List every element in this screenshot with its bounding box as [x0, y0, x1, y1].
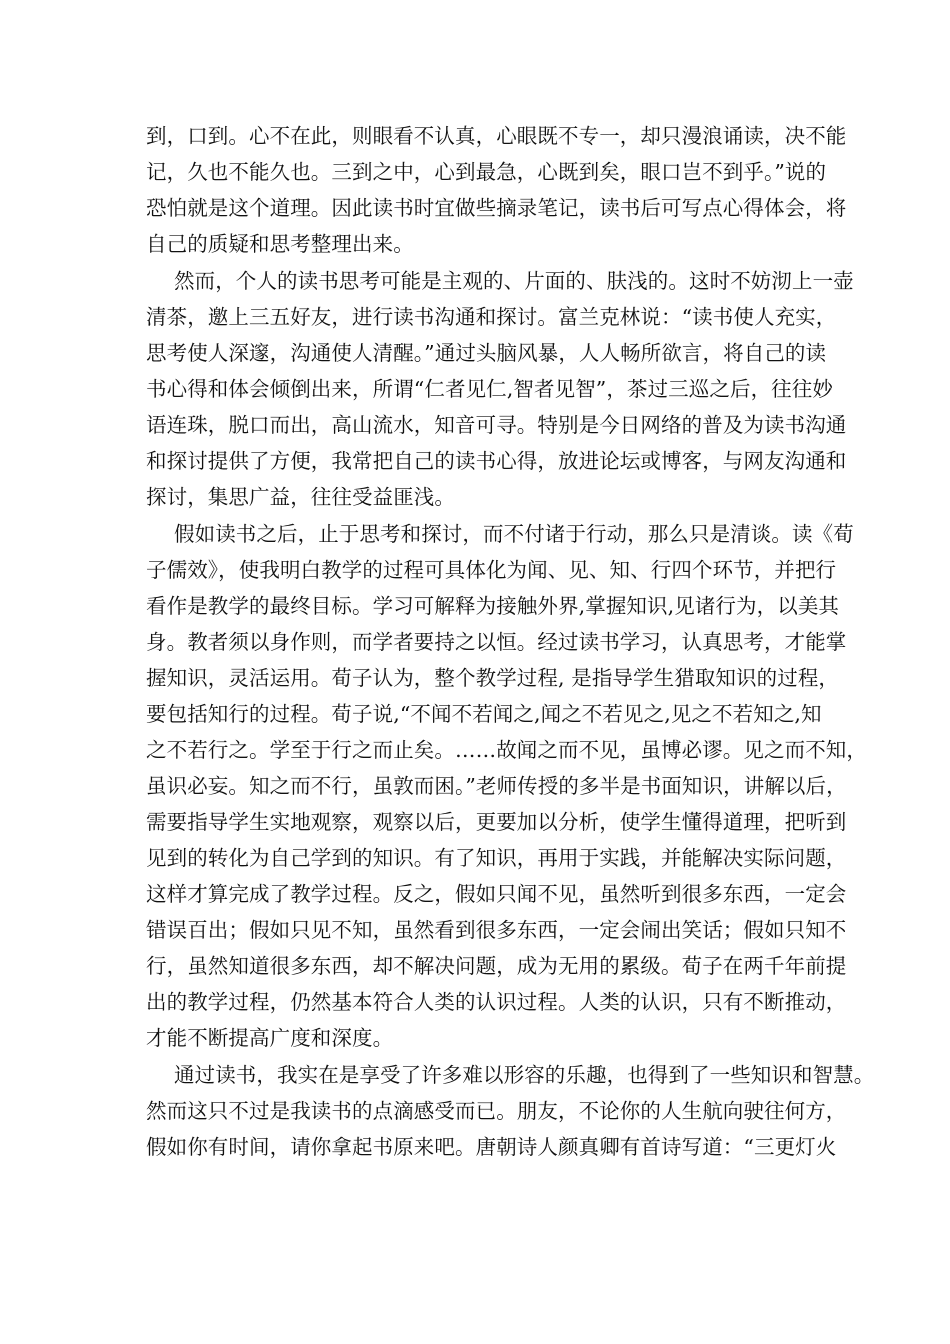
text-line: 之不若行之。学至于行之而止矣。……故闻之而不见，虽博必谬。见之而不知， — [146, 738, 867, 762]
text-line: 出的教学过程，仍然基本符合人类的认识过程。人类的认识，只有不断推动， — [146, 990, 847, 1014]
text-line: 子儒效》，使我明白教学的过程可具体化为闻、见、知、行四个环节，并把行 — [146, 558, 837, 582]
text-line: 通过读书，我实在是享受了许多难以形容的乐趣，也得到了一些知识和智慧。 — [174, 1063, 875, 1087]
text-line: 书心得和体会倾倒出来，所谓“仁者见仁,智者见智”，茶过三巡之后，往往妙 — [146, 377, 833, 401]
text-line: 行，虽然知道很多东西，却不解决问题，成为无用的累级。荀子在两千年前提 — [146, 954, 847, 978]
text-line: 探讨，集思广益，往往受益匪浅。 — [146, 485, 455, 509]
text-line: 清茶，邀上三五好友，进行读书沟通和探讨。富兰克林说：“读书使人充实， — [146, 305, 837, 329]
text-line: 假如你有时间，请你拿起书原来吧。唐朝诗人颜真卿有首诗写道：“三更灯火 — [146, 1135, 837, 1159]
text-line: 思考使人深邃，沟通使人清醒。”通过头脑风暴，人人畅所欲言，将自己的读 — [146, 341, 827, 365]
text-line: 才能不断提高广度和深度。 — [146, 1026, 394, 1050]
text-line: 见到的转化为自己学到的知识。有了知识，再用于实践，并能解决实际问题， — [146, 846, 847, 870]
text-line: 需要指导学生实地观察，观察以后，更要加以分析，使学生懂得道理，把听到 — [146, 810, 847, 834]
text-line: 假如读书之后，止于思考和探讨，而不付诸于行动，那么只是清谈。读《荀 — [174, 522, 854, 546]
text-line: 要包括知行的过程。荀子说,“不闻不若闻之,闻之不若见之,见之不若知之,知 — [146, 702, 822, 726]
text-line: 自己的质疑和思考整理出来。 — [146, 232, 414, 256]
text-line: 到，口到。心不在此，则眼看不认真，心眼既不专一，却只漫浪诵读，决不能 — [146, 124, 847, 148]
text-line: 记，久也不能久也。三到之中，心到最急，心既到矣，眼口岂不到乎。”说的 — [146, 160, 827, 184]
text-line: 语连珠，脱口而出，高山流水，知音可寻。特别是今日网络的普及为读书沟通 — [146, 413, 847, 437]
text-line: 看作是教学的最终目标。学习可解释为接触外界,掌握知识,见诸行为，以美其 — [146, 594, 840, 618]
text-line: 握知识，灵活运用。荀子认为，整个教学过程, 是指导学生猎取知识的过程， — [146, 666, 840, 690]
text-line: 然而这只不过是我读书的点滴感受而已。朋友，不论你的人生航向驶往何方， — [146, 1099, 847, 1123]
text-line: 这样才算完成了教学过程。反之，假如只闻不见，虽然听到很多东西，一定会 — [146, 882, 847, 906]
text-line: 和探讨提供了方便，我常把自己的读书心得，放进论坛或博客，与网友沟通和 — [146, 449, 847, 473]
text-line: 身。教者须以身作则，而学者要持之以恒。经过读书学习，认真思考，才能掌 — [146, 630, 847, 654]
text-line: 虽识必妄。知之而不行，虽敦而困。”老师传授的多半是书面知识，讲解以后， — [146, 774, 847, 798]
text-line: 恐怕就是这个道理。因此读书时宜做些摘录笔记，读书后可写点心得体会，将 — [146, 196, 847, 220]
text-line: 错误百出；假如只见不知，虽然看到很多东西，一定会闹出笑话；假如只知不 — [146, 918, 847, 942]
text-line: 然而，个人的读书思考可能是主观的、片面的、肤浅的。这时不妨沏上一壶 — [174, 269, 854, 293]
